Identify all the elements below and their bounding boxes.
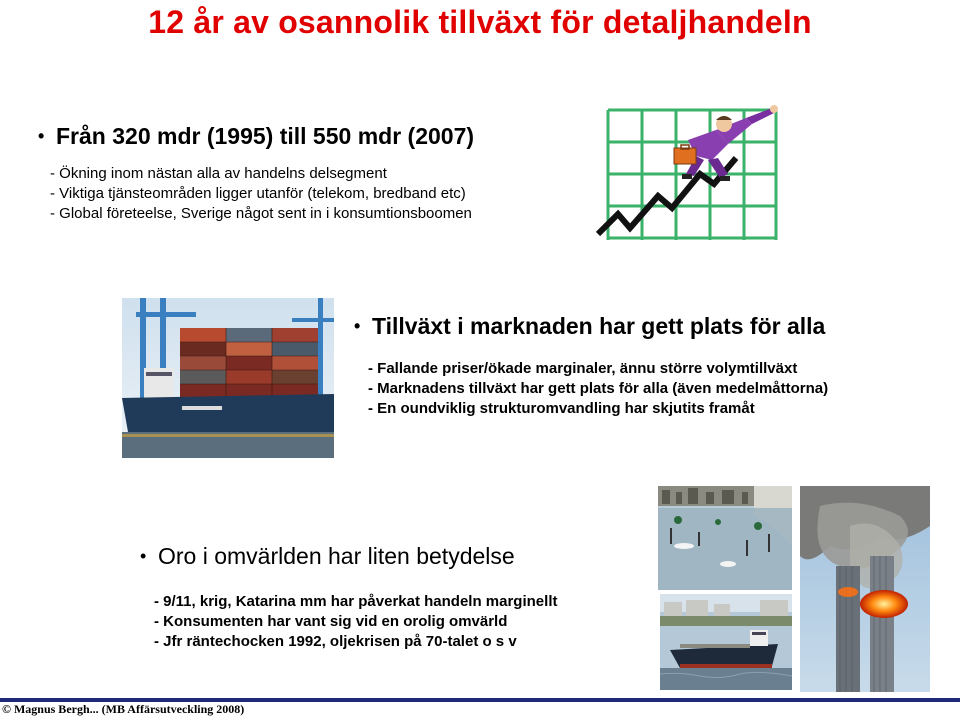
bullet-dot-icon: • (140, 546, 147, 566)
flood-picture (658, 486, 792, 590)
list-item: - Global företeelse, Sverige något sent in i konsumtionsboomen (50, 205, 472, 222)
bullet-heading (38, 122, 474, 150)
heading-text: Tillväxt i marknaden har gett plats för alla (372, 313, 826, 339)
bullet-dot-icon: • (354, 316, 361, 336)
list-item: - Konsumenten har vant sig vid en orolig omvärld (154, 613, 508, 630)
sub-list (140, 592, 557, 652)
twin-tower-picture (800, 486, 930, 692)
list-item: - 9/11, krig, Katarina mm har påverkat handeln marginellt (154, 593, 558, 610)
sub-list (354, 359, 828, 419)
list-item: - En oundviklig strukturomvandling har skjutits framåt (368, 400, 755, 417)
heading-text: Från 320 mdr (1995) till 550 mdr (2007) (56, 123, 475, 149)
sub-list (38, 164, 474, 224)
list-item: - Fallande priser/ökade marginaler, ännu större volymtillväxt (368, 360, 798, 377)
heading-text: Oro i omvärlden har liten betydelse (158, 543, 515, 569)
container-ship-picture (122, 298, 334, 458)
list-item: - Marknadens tillväxt har gett plats för alla (även medelmåttorna) (368, 380, 829, 397)
slide-title: 12 år av osannolik tillväxt för detaljhandeln (148, 4, 812, 40)
footer-copyright: © Magnus Bergh... (MB Affärsutveckling 2008) (2, 702, 245, 716)
growth-chart-businessman-picture (596, 100, 782, 248)
section-growth-figures (38, 122, 474, 224)
bullet-heading (140, 542, 557, 570)
list-item: - Ökning inom nästan alla av handelns delsegment (50, 165, 387, 182)
section-market-growth (354, 312, 828, 419)
section-world-unrest (140, 542, 557, 652)
list-item: - Jfr räntechocken 1992, oljekrisen på 70-talet o s v (154, 633, 517, 650)
oil-tanker-picture (660, 594, 792, 690)
bullet-heading (354, 312, 828, 340)
bullet-dot-icon: • (38, 126, 45, 146)
list-item: - Viktiga tjänsteområden ligger utanför (telekom, bredband etc) (50, 185, 466, 202)
